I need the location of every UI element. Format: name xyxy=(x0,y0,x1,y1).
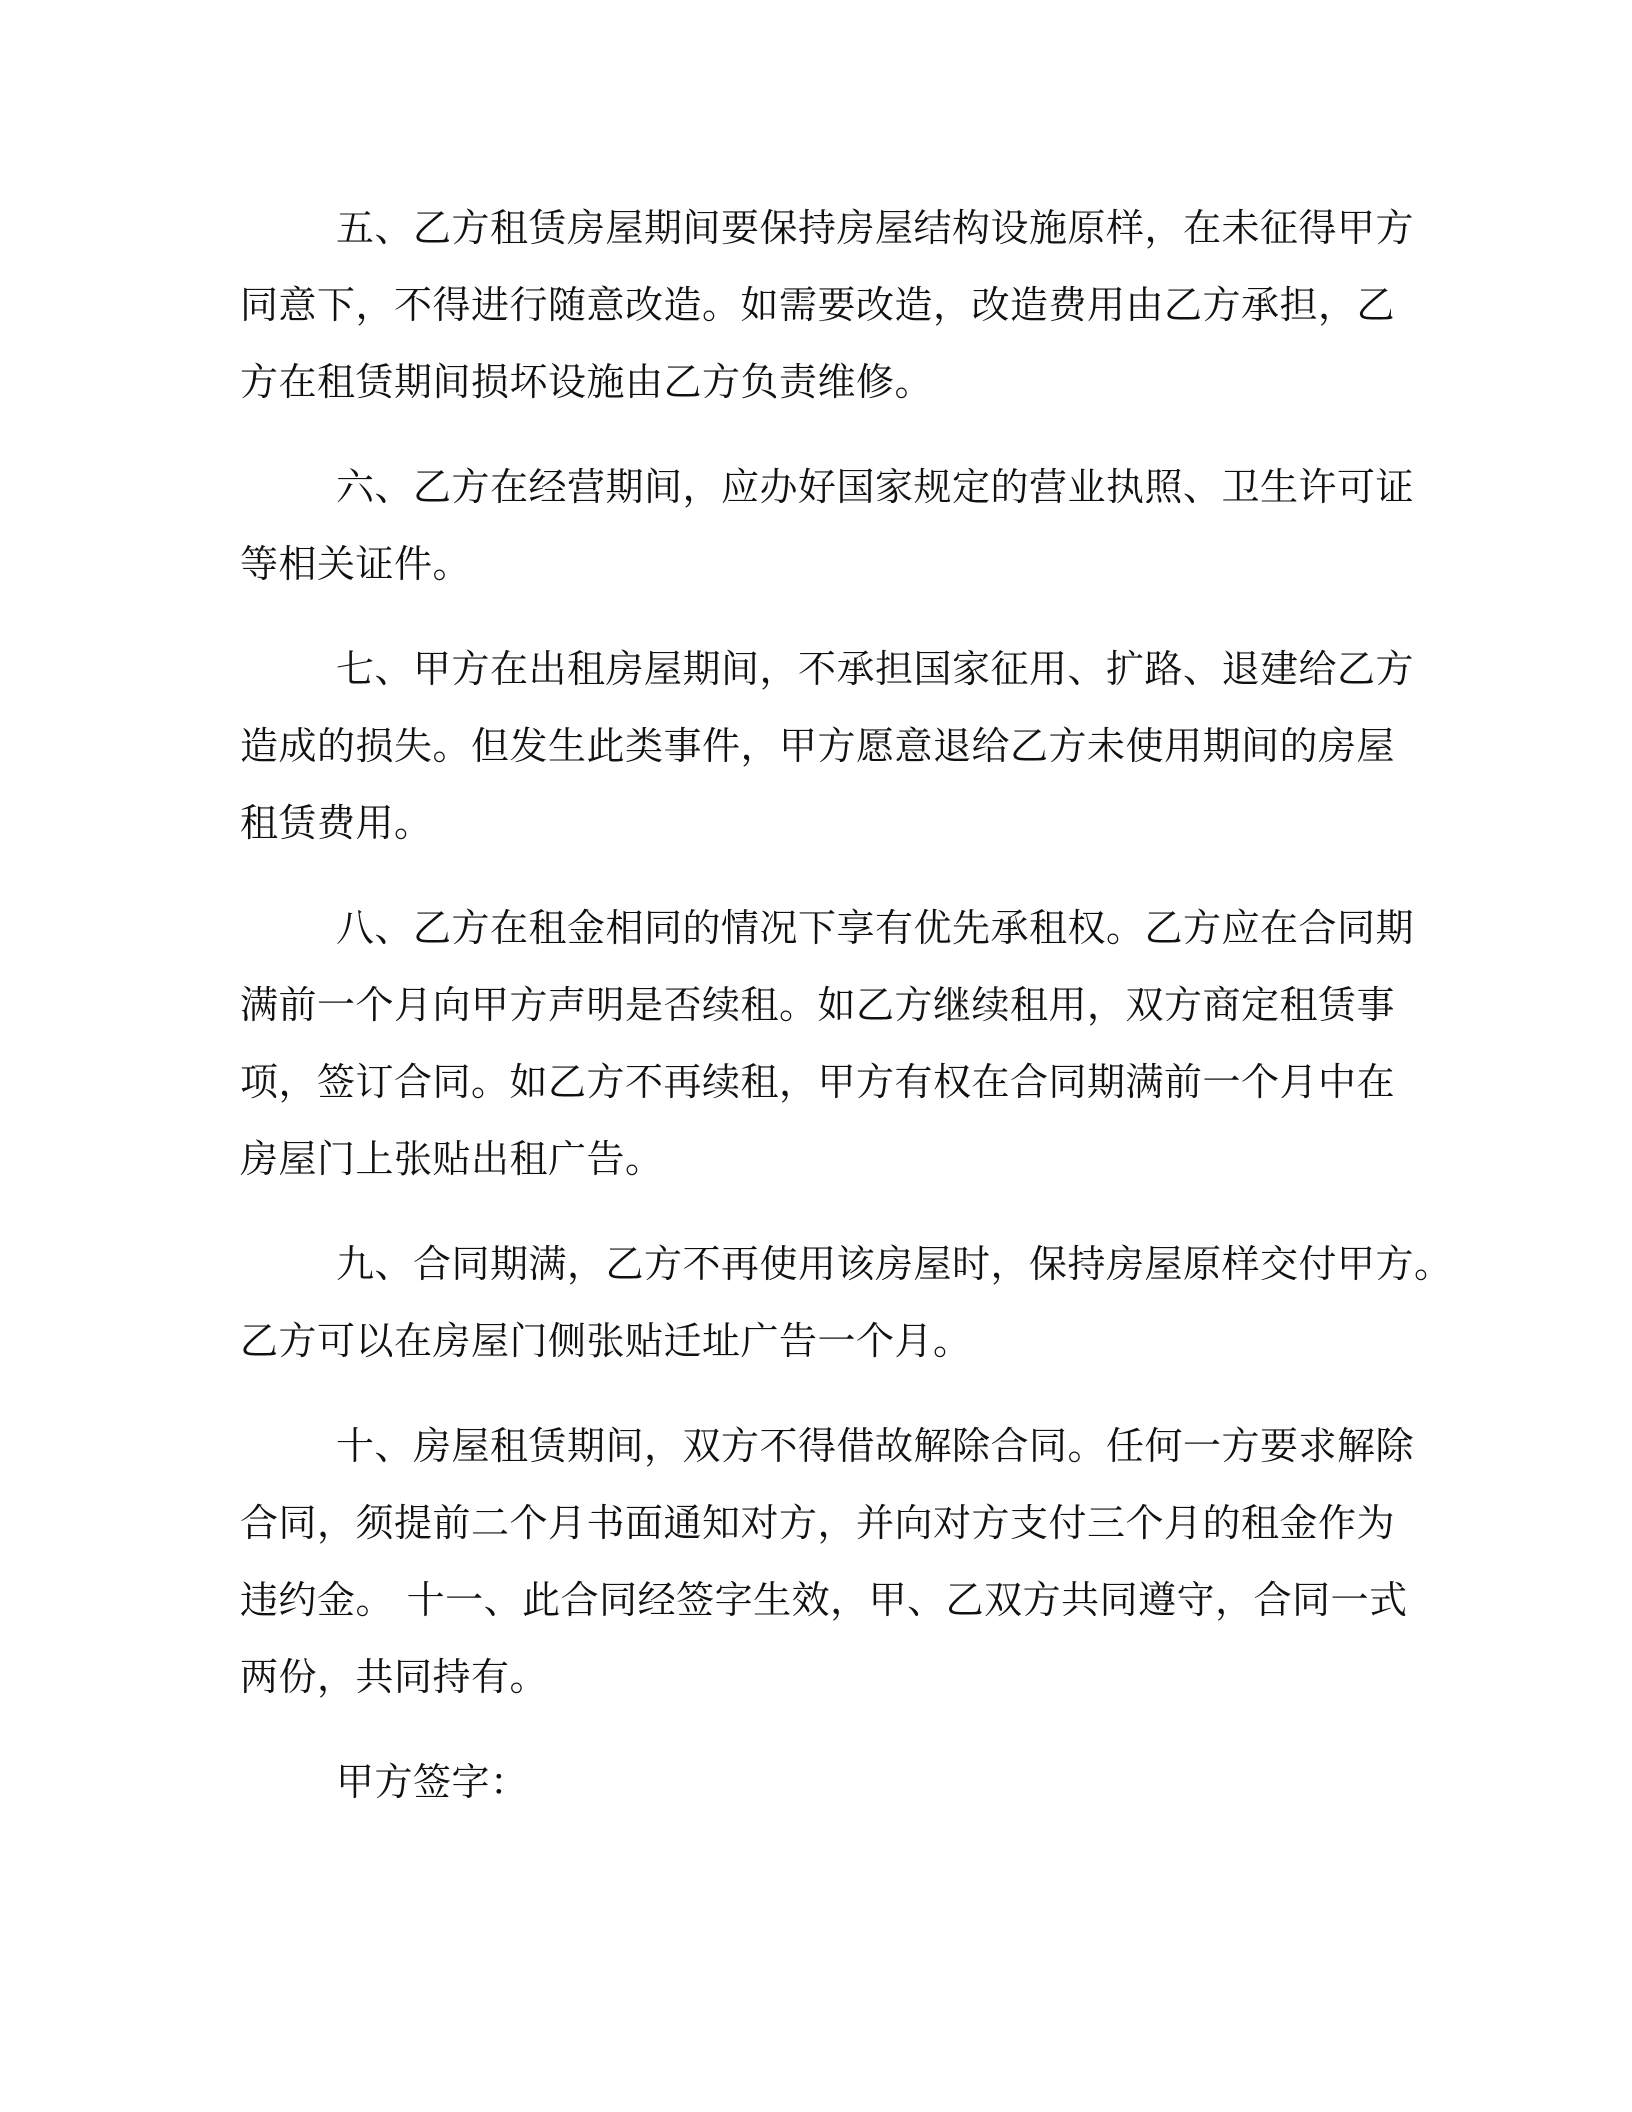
clause-line: 乙方可以在房屋门侧张贴迁址广告一个月。 xyxy=(240,1319,972,1363)
clause-line: 五、乙方租赁房屋期间要保持房屋结构设施原样，在未征得甲方 xyxy=(336,206,1415,250)
signature-line xyxy=(240,1744,1410,1821)
clause-10-11 xyxy=(240,1408,1415,1716)
clause-line: 合同，须提前二个月书面通知对方，并向对方支付三个月的租金作为 xyxy=(240,1501,1396,1545)
contract-body xyxy=(240,190,1453,1849)
clause-5 xyxy=(240,190,1415,421)
clause-line: 造成的损失。但发生此类事件，甲方愿意退给乙方未使用期间的房屋 xyxy=(240,724,1396,768)
clause-line: 九、合同期满，乙方不再使用该房屋时，保持房屋原样交付甲方。 xyxy=(336,1242,1453,1286)
clause-8 xyxy=(240,890,1415,1198)
clause-line: 违约金。 十一、此合同经签字生效，甲、乙双方共同遵守，合同一式 xyxy=(240,1578,1408,1622)
clause-line: 六、乙方在经营期间，应办好国家规定的营业执照、卫生许可证 xyxy=(336,465,1415,509)
clause-line: 项，签订合同。如乙方不再续租，甲方有权在合同期满前一个月中在 xyxy=(240,1060,1396,1104)
clause-line: 满前一个月向甲方声明是否续租。如乙方继续租用，双方商定租赁事 xyxy=(240,983,1396,1027)
clause-9 xyxy=(240,1226,1453,1380)
clause-line: 方在租赁期间损坏设施由乙方负责维修。 xyxy=(240,360,934,404)
clause-line: 七、甲方在出租房屋期间，不承担国家征用、扩路、退建给乙方 xyxy=(336,647,1415,691)
clause-line: 房屋门上张贴出租广告。 xyxy=(240,1137,664,1181)
clause-line: 同意下，不得进行随意改造。如需要改造，改造费用由乙方承担，乙 xyxy=(240,283,1396,327)
clause-line: 八、乙方在租金相同的情况下享有优先承租权。乙方应在合同期 xyxy=(336,906,1415,950)
clause-line: 等相关证件。 xyxy=(240,542,472,586)
clause-line: 两份，共同持有。 xyxy=(240,1655,549,1699)
clause-line: 十、房屋租赁期间，双方不得借故解除合同。任何一方要求解除 xyxy=(336,1424,1415,1468)
clause-6 xyxy=(240,449,1415,603)
clause-line: 租赁费用。 xyxy=(240,801,433,845)
party-a-signature-label: 甲方签字： xyxy=(336,1760,529,1804)
clause-7 xyxy=(240,631,1415,862)
